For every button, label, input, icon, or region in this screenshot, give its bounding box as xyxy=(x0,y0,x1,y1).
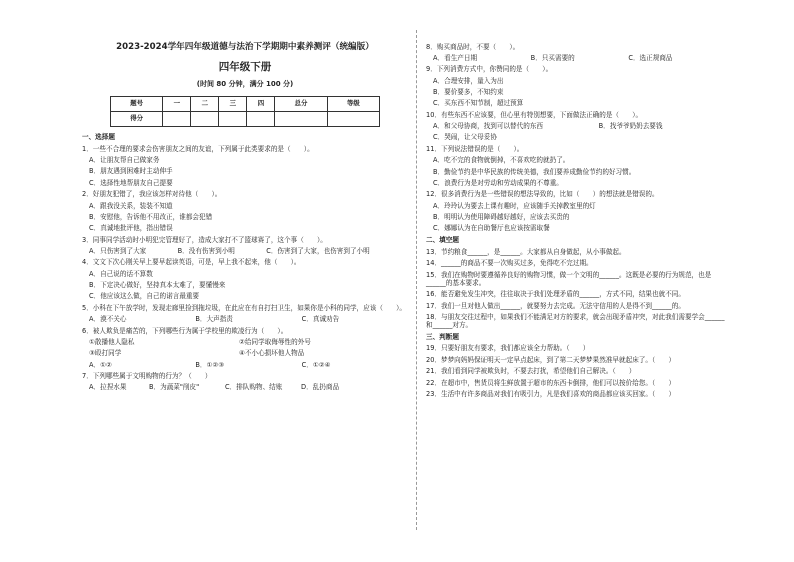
option: A．让朋友帮自己做家务 xyxy=(89,156,160,165)
score-cell xyxy=(219,112,247,127)
score-cell xyxy=(275,112,327,127)
statement: ②给同学取侮辱性的外号 xyxy=(239,337,311,346)
score-header-cell: 一 xyxy=(163,97,191,112)
question-13: 13．节约粮食______，是______。大家都从自身做起，从小事做起。 xyxy=(426,247,626,256)
option: A．只伤害到了大家 xyxy=(89,246,147,255)
statement-row xyxy=(89,350,408,358)
options-row xyxy=(89,384,408,392)
section-heading-choice: 一、选择题 xyxy=(82,133,115,142)
question-18: 18．与朋友交往过程中，如果我们不能满足对方的要求，就会出现矛盾冲突，对此我们需要学会______和______对方。 xyxy=(426,313,725,329)
statement: ①散播他人隐私 xyxy=(89,337,135,346)
option: C．排队购物、结账 xyxy=(225,383,283,392)
option: B．朋友遇到困难时主动伸手 xyxy=(89,167,173,176)
option: A．和父母协商，找到可以替代的东西 xyxy=(433,122,544,131)
score-header-cell: 等级 xyxy=(327,97,379,112)
question-2: 2．好朋友犯错了，我应该怎样对待他（ ）。 xyxy=(82,190,222,199)
question-3: 3．同事同学活动时小明犯完管理好了，造成大家打不了篮球赛了，这个事（ ）。 xyxy=(82,235,327,244)
option: A．拉捏水果 xyxy=(89,383,127,392)
score-cell xyxy=(247,112,275,127)
score-header-cell: 四 xyxy=(247,97,275,112)
options-row xyxy=(89,362,408,370)
option: A．自己说的话不算数 xyxy=(89,269,153,278)
question-8: 8．购买商品时，不要（ ）。 xyxy=(426,42,520,51)
option: A．合理安排，量入为出 xyxy=(433,76,504,85)
options-row xyxy=(433,55,726,63)
section-heading-fill: 二、填空题 xyxy=(426,236,459,245)
option: B．没有伤害到小明 xyxy=(177,246,235,255)
question-19: 19．只要好朋友有要求，我们都应该全力帮助。（ ） xyxy=(426,344,590,353)
score-header-cell: 总分 xyxy=(275,97,327,112)
option: C．选正规商品 xyxy=(628,53,673,62)
exam-subtitle: 四年级下册 xyxy=(218,61,272,74)
question-15: 15．我们在购物时要遵循养良好的购物习惯，做一个文明的______。这既是必要的行为规范，也是______的基本要求。 xyxy=(426,270,712,287)
option: D．乱扔商品 xyxy=(301,383,340,392)
option: C．①②④ xyxy=(301,360,331,369)
option: C．选择性地帮朋友自己提要 xyxy=(89,178,173,187)
options-row xyxy=(89,248,408,256)
option: C．真诚劝告 xyxy=(301,315,340,324)
score-row-label: 得分 xyxy=(111,112,163,127)
question-9: 9．下列消费方式中，你赞同的是（ ）。 xyxy=(426,65,553,74)
exam-title: 2023-2024学年四年级道德与法治下学期期中素养测评（统编版） xyxy=(116,42,374,52)
option: C．伤害到了大家，也伤害到了小明 xyxy=(266,246,370,255)
option: B．找爷爷奶奶去要钱 xyxy=(598,122,663,131)
option: A．看生产日期 xyxy=(433,53,478,62)
option: B．①②③ xyxy=(195,360,225,369)
question-5: 5．小科在下午放学时，发现走廊里捡到拖垃圾，在此应在有自打扫卫生，如果你是小科的同学，应该（ ）。 xyxy=(82,303,406,312)
option: A．①② xyxy=(89,360,112,369)
question-10: 10．有些东西不应该要，但心里有特别想要，下面做法正确的是（ ）。 xyxy=(426,110,643,119)
column-divider xyxy=(416,30,417,530)
option: C．娜娜认为在自助餐厅也应该按需取餐 xyxy=(433,224,550,233)
option: A．跟我没关系，装装不知道 xyxy=(89,201,173,210)
right-column xyxy=(426,40,726,403)
section-heading-judge: 三、判断题 xyxy=(426,332,459,341)
question-11: 11．下列说法错误的是（ ）。 xyxy=(426,144,524,153)
score-header-cell: 题号 xyxy=(111,97,163,112)
score-cell xyxy=(163,112,191,127)
option: B．只买需要的 xyxy=(530,53,575,62)
question-4: 4．文文下次心刚关早上要早起读英语，可是，早上我不起来，他（ ）。 xyxy=(82,258,301,267)
question-1: 1．一些不合理的要求会伤害朋友之间的友谊，下列属于此类要求的是（ ）。 xyxy=(82,144,314,153)
option: B．下定决心做好，坚持真本太难了，要懂慢来 xyxy=(89,281,226,290)
options-row xyxy=(89,316,408,324)
option: C．他应该这么做，自己的诺言最重要 xyxy=(89,292,200,301)
option: C．浪费行为是对劳动和劳动成果的不尊重。 xyxy=(433,178,563,187)
question-16: 16．能否避免发生冲突，往往取决于我们处理矛盾的______，方式不同，结果也就不同。 xyxy=(426,290,685,299)
score-header-cell: 二 xyxy=(191,97,219,112)
question-17: 17．我们一旦对他人做出______，就要努力去完成。无法守信用的人是得不到______的。 xyxy=(426,301,685,310)
score-cell xyxy=(191,112,219,127)
time-note: (时间 80 分钟，满分 100 分) xyxy=(196,79,294,88)
statement: ④不小心损坏他人物品 xyxy=(239,349,305,358)
option: A．玲玲认为要去上课有趣时，应该随手关掉教室里的灯 xyxy=(433,201,596,210)
option: B．安慰他，告诉他不用改正，谁都会犯错 xyxy=(89,212,213,221)
option: C．哭闹，让父母妥协 xyxy=(433,133,497,142)
question-6: 6．被人欺负是痛苦的，下列哪些行为属于学校里的欺凌行为（ ）。 xyxy=(82,326,288,335)
score-header-cell: 三 xyxy=(219,97,247,112)
question-7: 7．下列哪些属于文明购物的行为？（ ） xyxy=(82,371,212,380)
statement: ③殴打同学 xyxy=(89,349,122,358)
option: A．吃不完的食物就倒掉，不喜欢吃的就扔了。 xyxy=(433,156,570,165)
option: C．买东西不知节制，超过预算 xyxy=(433,99,524,108)
option: C．真诚地批评他，指出错误 xyxy=(89,224,173,233)
score-table-score-row xyxy=(111,112,380,127)
question-22: 22．在超市中，售货员将生鲜放置于超市的东西卡倒排，他们可以按价给您。（ ） xyxy=(426,378,676,387)
score-table-header-row xyxy=(111,97,380,112)
left-column xyxy=(82,40,408,396)
option: A．漠不关心 xyxy=(89,315,127,324)
question-12: 12．很多消费行为是一些错误的想法导致的，比如（ ）的想法就是错误的。 xyxy=(426,190,659,199)
score-cell xyxy=(327,112,379,127)
option: B．勤俭节约是中华民族的传统美德，我们要养成勤俭节约的好习惯。 xyxy=(433,167,636,176)
question-23: 23．生活中有许多商品对我们有吸引力，凡是我们喜欢的商品都应该买回家。（ ） xyxy=(426,390,676,399)
options-row xyxy=(433,123,726,131)
score-table xyxy=(110,96,380,127)
option: B．为蔬菜"削皮" xyxy=(149,383,200,392)
option: B．要价要多，不知约束 xyxy=(433,88,504,97)
option: B．明明认为使用障碍越好越好，应该去买贵的 xyxy=(433,212,570,221)
question-20: 20．梦梦向妈妈保证明天一定早点起床，到了第二天梦梦果然准早就起床了。（ ） xyxy=(426,355,676,364)
option: B．大声指责 xyxy=(195,315,233,324)
statement-row xyxy=(89,339,408,347)
question-14: 14．______的商品不要一次购买过多，免得吃不完过期。 xyxy=(426,259,593,268)
question-21: 21．我们看到同学被欺负时，不要去打扰，希望他们自己解决。（ ） xyxy=(426,367,636,376)
